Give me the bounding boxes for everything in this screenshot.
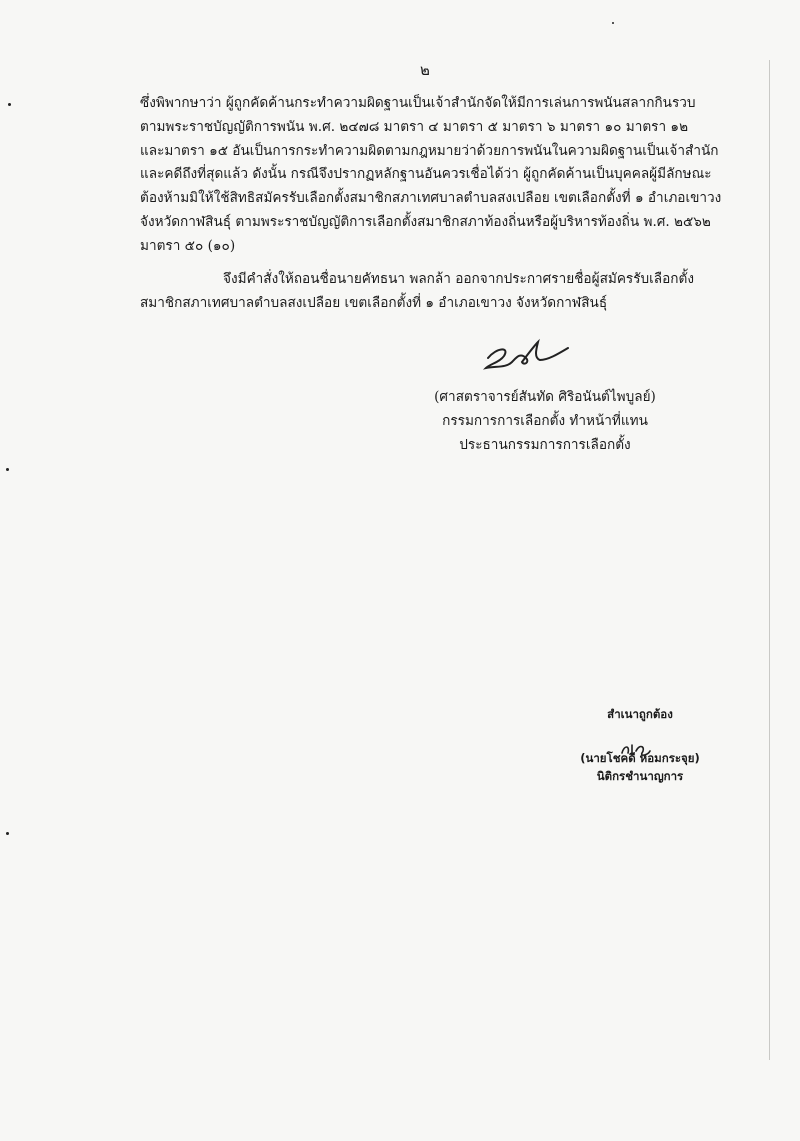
scan-edge: [769, 60, 770, 1060]
scan-speck: [6, 468, 9, 471]
signatory-name: (ศาสตราจารย์สันทัด ศิริอนันต์ไพบูลย์): [434, 389, 656, 405]
signatory-title: กรรมการการเลือกตั้ง ทำหน้าที่แทน: [442, 412, 648, 429]
certifier-position: นิติกรชำนาญการ: [596, 769, 684, 783]
text-line: จังหวัดกาฬสินธุ์ ตามพระราชบัญญัติการเลือกตั้งสมาชิกสภาท้องถิ่นหรือผู้บริหารท้องถิ่น พ.ศ. ๒๕๖๒: [140, 213, 711, 230]
text-line: และคดีถึงที่สุดแล้ว ดังนั้น กรณีจึงปรากฏหลักฐานอันควรเชื่อได้ว่า ผู้ถูกคัดค้านเป็นบุคคลผู้มีลักษณะ: [140, 166, 712, 183]
scan-speck: [6, 832, 9, 835]
text-line: ซึ่งพิพากษาว่า ผู้ถูกคัดค้านกระทำความผิดฐานเป็นเจ้าสำนักจัดให้มีการเล่นการพนันสลากกินรวบ: [140, 95, 696, 111]
certifier-name: (นายโชคดี หอมกระจุย): [580, 751, 700, 765]
scan-speck: [612, 22, 614, 24]
text-line: ตามพระราชบัญญัติการพนัน พ.ศ. ๒๔๗๘ มาตรา ๔ มาตรา ๕ มาตรา ๖ มาตรา ๑๐ มาตรา ๑๒: [140, 118, 689, 135]
text-line: มาตรา ๕๐ (๑๐): [140, 237, 236, 254]
signatory-title: ประธานกรรมการการเลือกตั้ง: [459, 436, 631, 453]
initials-mark: [618, 741, 654, 759]
text-line: สมาชิกสภาเทศบาลตำบลสงเปลือย เขตเลือกตั้งที่ ๑ อำเภอเขาวง จังหวัดกาฬสินธุ์: [140, 294, 608, 311]
certified-copy-label: สำเนาถูกต้อง: [607, 707, 673, 721]
text-line: จึงมีคำสั่งให้ถอนชื่อนายคัทธนา พลกล้า ออกจากประกาศรายชื่อผู้สมัครรับเลือกตั้ง: [223, 271, 694, 287]
paragraph-order: [140, 268, 725, 316]
text-line: ต้องห้ามมิให้ใช้สิทธิสมัครรับเลือกตั้งสมาชิกสภาเทศบาลตำบลสงเปลือย เขตเลือกตั้งที่ ๑ อำเภอเขาวง: [140, 190, 722, 207]
page-number: ๒: [420, 61, 431, 79]
scan-speck: [8, 103, 11, 106]
signature-mark: [482, 338, 572, 374]
paragraph-ruling: [140, 92, 725, 259]
text-line: และมาตรา ๑๕ อันเป็นการกระทำความผิดตามกฎหมายว่าด้วยการพนันในความผิดฐานเป็นเจ้าสำนัก: [140, 142, 719, 159]
signatory-block: [400, 386, 690, 457]
